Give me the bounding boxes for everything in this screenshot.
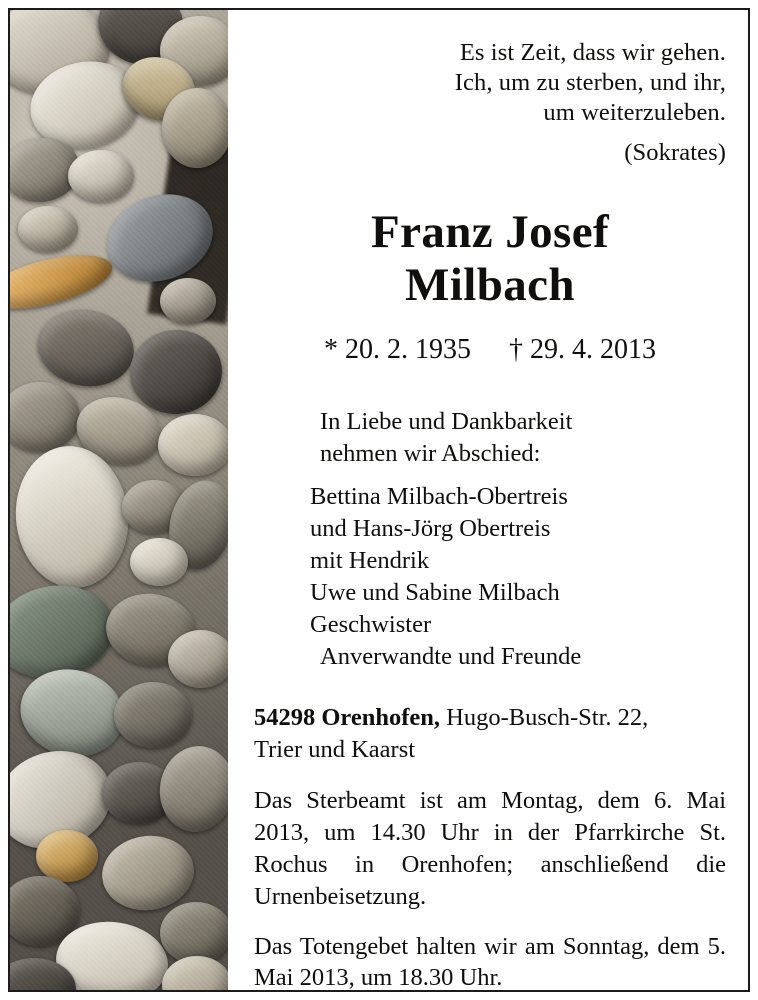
service-paragraph: Das Sterbeamt ist am Montag, dem 6. Mai 2013, um 14.30 Uhr in der Pfarrkirche St. Rochus in Orenhofen; anschließend die Urnenbeisetzung. bbox=[254, 787, 726, 910]
farewell-line-1: In Liebe und Dankbarkeit bbox=[320, 407, 573, 435]
deceased-first-names: Franz Josef bbox=[370, 205, 610, 258]
quote-line-2: Ich, um zu sterben, und ihr, bbox=[454, 68, 726, 96]
obituary-text bbox=[228, 10, 748, 990]
family-line: und Hans-Jörg Obertreis bbox=[310, 515, 551, 543]
death-date: † 29. 4. 2013 bbox=[509, 333, 656, 365]
address-line-1 bbox=[254, 702, 726, 733]
farewell-block bbox=[254, 406, 726, 470]
birth-date: * 20. 2. 1935 bbox=[324, 333, 471, 365]
family-line: Geschwister bbox=[310, 610, 432, 638]
address-street: Hugo-Busch-Str. 22, bbox=[440, 704, 649, 732]
family-line: Bettina Milbach-Obertreis bbox=[310, 483, 568, 511]
photo-grain-overlay bbox=[10, 10, 228, 990]
prayer-paragraph: Das Totengebet halten wir am Sonntag, dem 5. Mai 2013, um 18.30 Uhr. bbox=[254, 932, 726, 992]
address-line-2: Trier und Kaarst bbox=[254, 735, 416, 763]
obituary-frame bbox=[8, 8, 750, 992]
family-block bbox=[254, 481, 726, 672]
deceased-name bbox=[254, 206, 726, 312]
stones-photo bbox=[10, 10, 228, 990]
address-block bbox=[254, 702, 726, 765]
family-line: Uwe und Sabine Milbach bbox=[310, 578, 560, 606]
family-line: mit Hendrik bbox=[310, 547, 430, 575]
farewell-line-2: nehmen wir Abschied: bbox=[320, 439, 541, 467]
deceased-last-name: Milbach bbox=[405, 258, 575, 311]
address-postal-city: 54298 Orenhofen, bbox=[254, 704, 441, 732]
family-line: Anverwandte und Freunde bbox=[320, 642, 582, 670]
quote-line-3: um weiterzuleben. bbox=[543, 98, 726, 126]
life-dates bbox=[254, 334, 726, 366]
quote-block bbox=[254, 38, 726, 168]
quote-line-1: Es ist Zeit, dass wir gehen. bbox=[459, 39, 726, 66]
quote-attribution: (Sokrates) bbox=[624, 138, 726, 166]
